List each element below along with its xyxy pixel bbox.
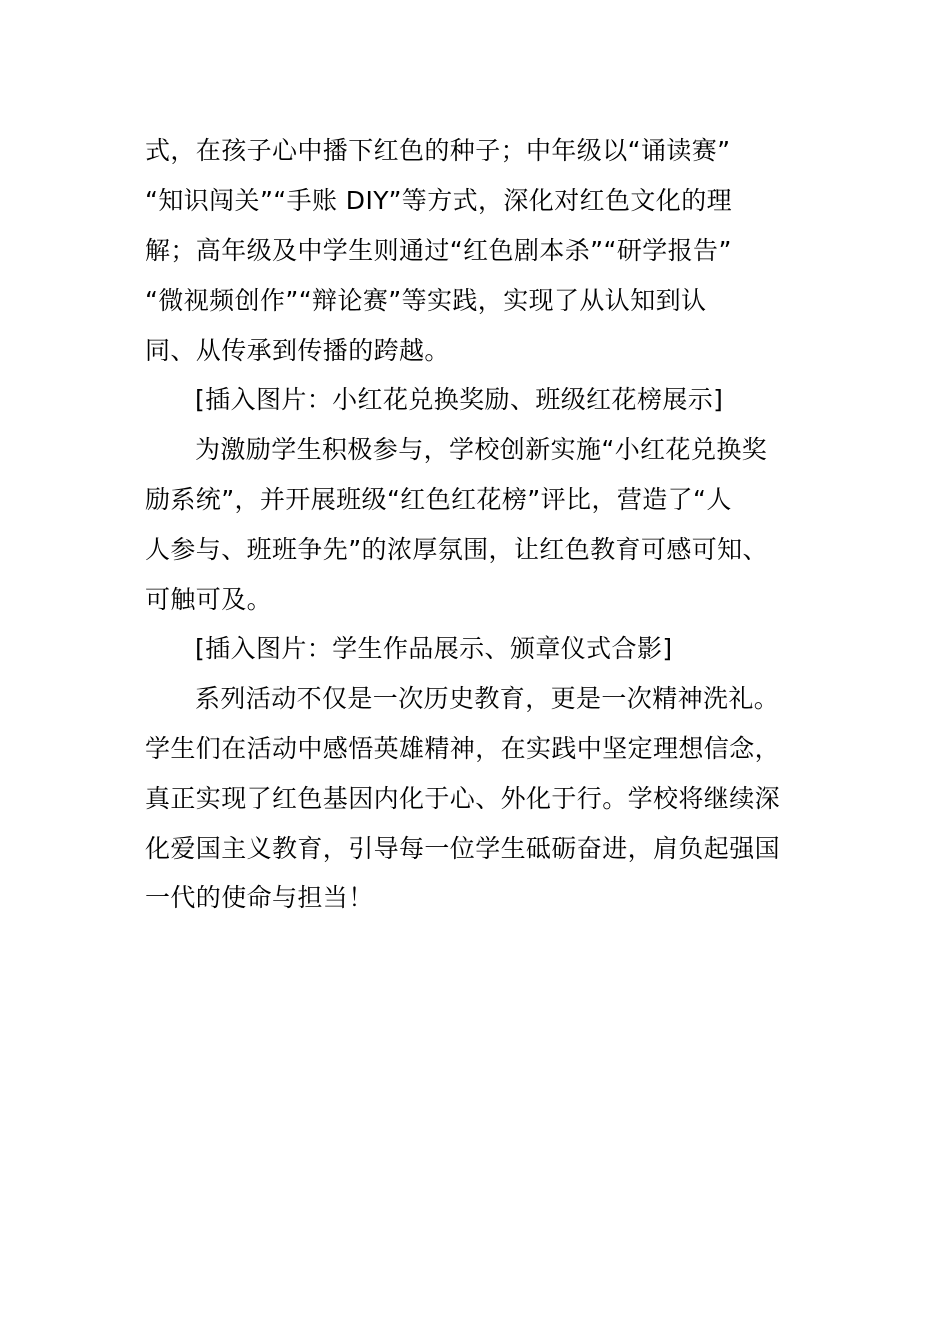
paragraph-line: 式，在孩子心中播下红色的种子；中年级以“诵读赛” (145, 136, 731, 165)
paragraph-line: “知识闯关”“手账 DIY”等方式，深化对红色文化的理 (145, 186, 733, 215)
paragraph-line: 真正实现了红色基因内化于心、外化于行。学校将继续深 (145, 784, 781, 813)
image-placeholder-note: [插入图片：小红花兑换奖励、班级红花榜展示] (195, 385, 724, 414)
paragraph-line: 人参与、班班争先”的浓厚氛围，让红色教育可感可知、 (145, 535, 768, 564)
paragraph-line: 可触可及。 (145, 585, 273, 614)
paragraph-line: 系列活动不仅是一次历史教育，更是一次精神洗礼。 (195, 684, 780, 713)
image-placeholder-note: [插入图片：学生作品展示、颁章仪式合影] (195, 634, 673, 663)
paragraph-line: 励系统”，并开展班级“红色红花榜”评比，营造了“人 (145, 485, 732, 514)
paragraph-line: 解；高年级及中学生则通过“红色剧本杀”“研学报告” (145, 236, 732, 265)
paragraph-line: 同、从传承到传播的跨越。 (145, 336, 450, 365)
paragraph-line: 学生们在活动中感悟英雄精神，在实践中坚定理想信念， (145, 734, 781, 763)
paragraph-line: 为激励学生积极参与，学校创新实施“小红花兑换奖 (195, 435, 768, 464)
paragraph-line: 一代的使命与担当！ (145, 883, 374, 912)
paragraph-line: “微视频创作”“辩论赛”等实践，实现了从认知到认 (145, 286, 707, 315)
paragraph-line: 化爱国主义教育，引导每一位学生砥砺奋进，肩负起强国 (145, 834, 781, 863)
